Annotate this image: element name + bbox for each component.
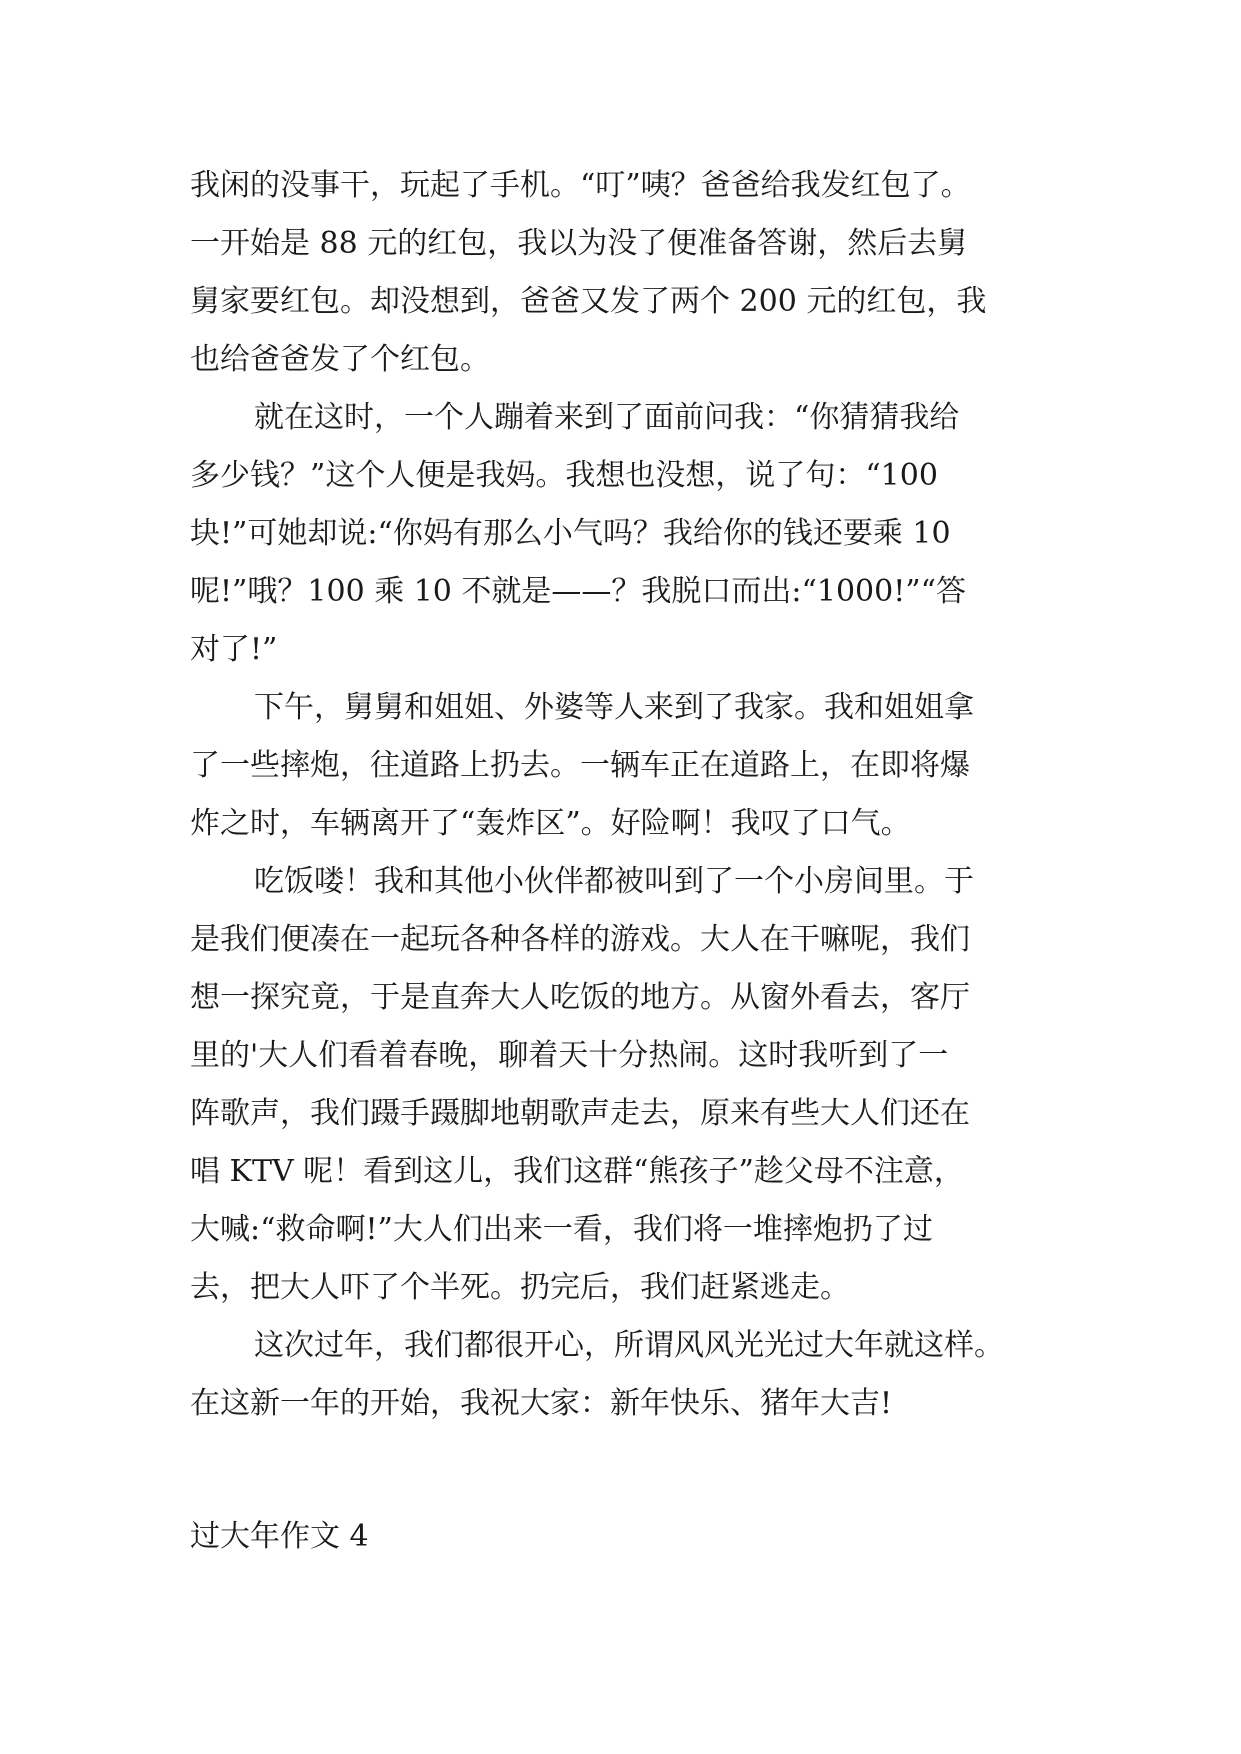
text-line: 也给爸爸发了个红包。	[190, 342, 490, 377]
paragraph-5	[190, 1317, 1070, 1433]
text-line: 吃饭喽！我和其他小伙伴都被叫到了一个小房间里。于	[254, 864, 974, 899]
text-line: 一开始是 88 元的红包，我以为没了便准备答谢，然后去舅	[190, 226, 968, 261]
text-line: 是我们便凑在一起玩各种各样的游戏。大人在干嘛呢，我们	[190, 922, 970, 957]
text-line: 舅家要红包。却没想到，爸爸又发了两个 200 元的红包，我	[190, 284, 987, 319]
text-line: 阵歌声，我们蹑手蹑脚地朝歌声走去，原来有些大人们还在	[190, 1096, 970, 1131]
text-line: 这次过年，我们都很开心，所谓风风光光过大年就这样。	[254, 1328, 1004, 1363]
text-line: 想一探究竟，于是直奔大人吃饭的地方。从窗外看去，客厅	[190, 980, 970, 1015]
text-line: 炸之时，车辆离开了“轰炸区”。好险啊！我叹了口气。	[190, 806, 911, 841]
text-line: 下午，舅舅和姐姐、外婆等人来到了我家。我和姐姐拿	[254, 690, 974, 725]
text-line: 对了!”	[190, 632, 278, 667]
text-line: 多少钱？”这个人便是我妈。我想也没想，说了句：“100	[190, 458, 938, 493]
paragraph-2	[190, 389, 1070, 679]
section-heading: 过大年作文 4	[190, 1519, 369, 1554]
text-line: 了一些摔炮，往道路上扔去。一辆车正在道路上，在即将爆	[190, 748, 970, 783]
paragraph-3	[190, 679, 1070, 853]
text-line: 块!”可她却说:“你妈有那么小气吗？我给你的钱还要乘 10	[190, 516, 951, 551]
text-line: 我闲的没事干，玩起了手机。“叮”咦？爸爸给我发红包了。	[190, 168, 971, 203]
text-line: 唱 KTV 呢！看到这儿，我们这群“熊孩子”趁父母不注意，	[190, 1154, 964, 1189]
paragraph-4	[190, 853, 1070, 1317]
text-line: 呢!”哦？100 乘 10 不就是——？我脱口而出:“1000!”“答	[190, 574, 966, 609]
paragraph-1	[190, 157, 1070, 389]
text-line: 大喊:“救命啊!”大人们出来一看，我们将一堆摔炮扔了过	[190, 1212, 933, 1247]
text-line: 就在这时，一个人蹦着来到了面前问我：“你猜猜我给	[254, 400, 960, 435]
text-line: 在这新一年的开始，我祝大家：新年快乐、猪年大吉!	[190, 1386, 893, 1421]
text-line: 里的'大人们看着春晚，聊着天十分热闹。这时我听到了一	[190, 1038, 949, 1073]
text-line: 去，把大人吓了个半死。扔完后，我们赶紧逃走。	[190, 1270, 850, 1305]
